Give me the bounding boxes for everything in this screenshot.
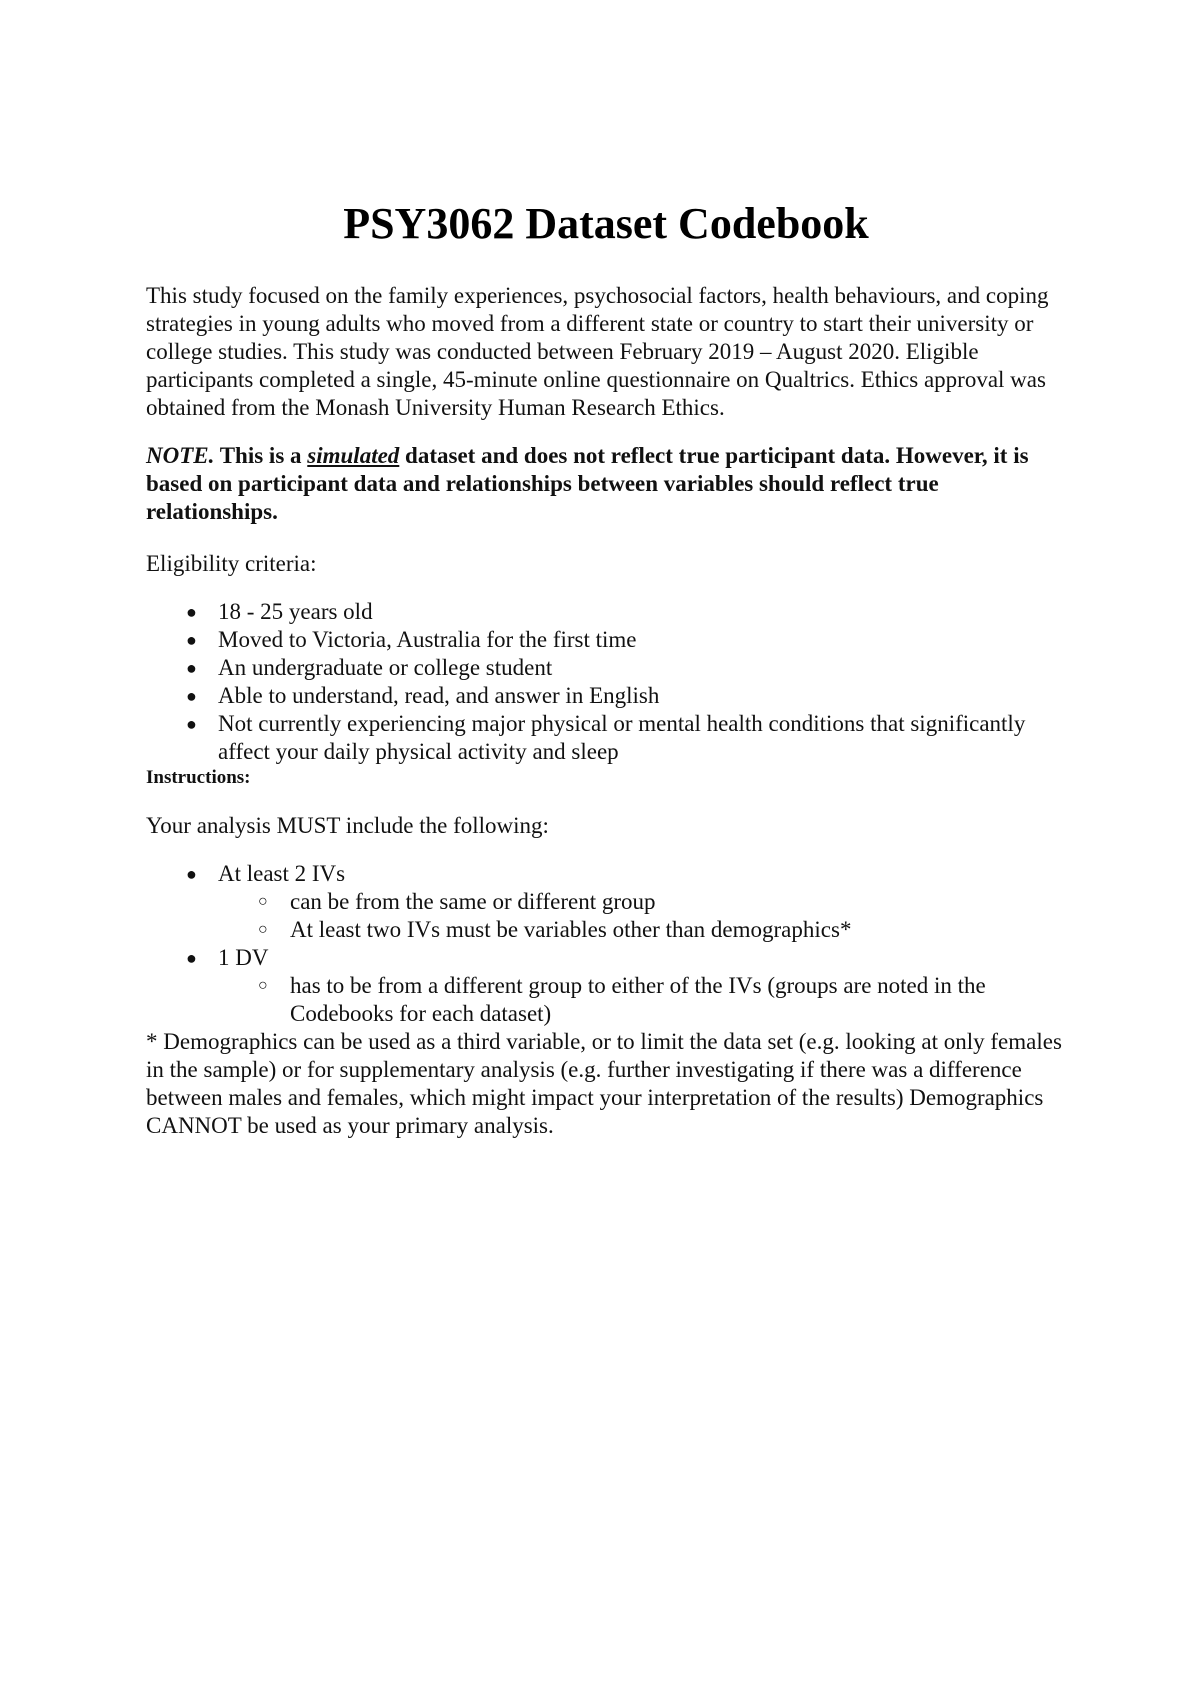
requirement-subitem: has to be from a different group to either of the IVs (groups are noted in the Codebooks for each dataset): [290, 973, 986, 1026]
requirement-item: 1 DV: [218, 945, 269, 970]
page-title: PSY3062 Dataset Codebook: [343, 199, 869, 248]
sub-list: [218, 888, 1066, 944]
bullet-icon: ●: [186, 686, 197, 706]
list-item: [146, 654, 1066, 682]
note-text-pre: This is a: [214, 443, 308, 468]
requirements-list: [146, 860, 1066, 1028]
note-paragraph: [146, 442, 1066, 526]
document-body: [146, 196, 1066, 1140]
requirement-item: At least 2 IVs: [218, 861, 346, 886]
list-item: [146, 598, 1066, 626]
hollow-bullet-icon: ○: [258, 977, 268, 994]
eligibility-item: Able to understand, read, and answer in English: [218, 683, 660, 708]
note-emphasis: simulated: [307, 443, 400, 468]
eligibility-item: Moved to Victoria, Australia for the first time: [218, 627, 637, 652]
bullet-icon: ●: [186, 714, 197, 734]
bullet-icon: ●: [186, 602, 197, 622]
bullet-icon: ●: [186, 948, 197, 968]
list-item: [146, 682, 1066, 710]
note-label: NOTE.: [146, 443, 215, 468]
eligibility-list: [146, 598, 1066, 766]
sub-list-item: [218, 888, 1066, 916]
sub-list-item: [218, 972, 1066, 1028]
sub-list: [218, 972, 1066, 1028]
sub-list-item: [218, 916, 1066, 944]
note-text-post: dataset and does not reflect true participant data. However, it is based on participant data and relationships between variables should reflect true relationships.: [146, 443, 1029, 524]
hollow-bullet-icon: ○: [258, 921, 268, 938]
intro-paragraph: This study focused on the family experiences, psychosocial factors, health behaviours, and coping strategies in young adults who moved from a different state or country to start their university or college studies. This study was conducted between February 2019 – August 2020. Eligible participants completed a single, 45-minute online questionnaire on Qualtrics. Ethics approval was obtained from the Monash University Human Research Ethics.: [146, 283, 1049, 420]
bullet-icon: ●: [186, 864, 197, 884]
list-item: [146, 944, 1066, 1028]
hollow-bullet-icon: ○: [258, 893, 268, 910]
eligibility-item: An undergraduate or college student: [218, 655, 553, 680]
must-include-label: Your analysis MUST include the following:: [146, 813, 549, 838]
instructions-heading: Instructions:: [146, 767, 251, 788]
bullet-icon: ●: [186, 630, 197, 650]
eligibility-label: Eligibility criteria:: [146, 551, 317, 576]
eligibility-item: 18 - 25 years old: [218, 599, 373, 624]
requirement-subitem: can be from the same or different group: [290, 889, 656, 914]
footnote-paragraph: * Demographics can be used as a third variable, or to limit the data set (e.g. looking at only females in the sample) or for supplementary analysis (e.g. further investigating if there was a difference between males and females, which might impact your interpretation of the results) Demographics CANNOT be used as your primary analysis.: [146, 1029, 1062, 1138]
bullet-icon: ●: [186, 658, 197, 678]
eligibility-item: Not currently experiencing major physical or mental health conditions that significantly affect your daily physical activity and sleep: [218, 711, 1026, 764]
list-item: [146, 626, 1066, 654]
list-item: [146, 860, 1066, 944]
requirement-subitem: At least two IVs must be variables other than demographics*: [290, 917, 852, 942]
list-item: [146, 710, 1066, 766]
